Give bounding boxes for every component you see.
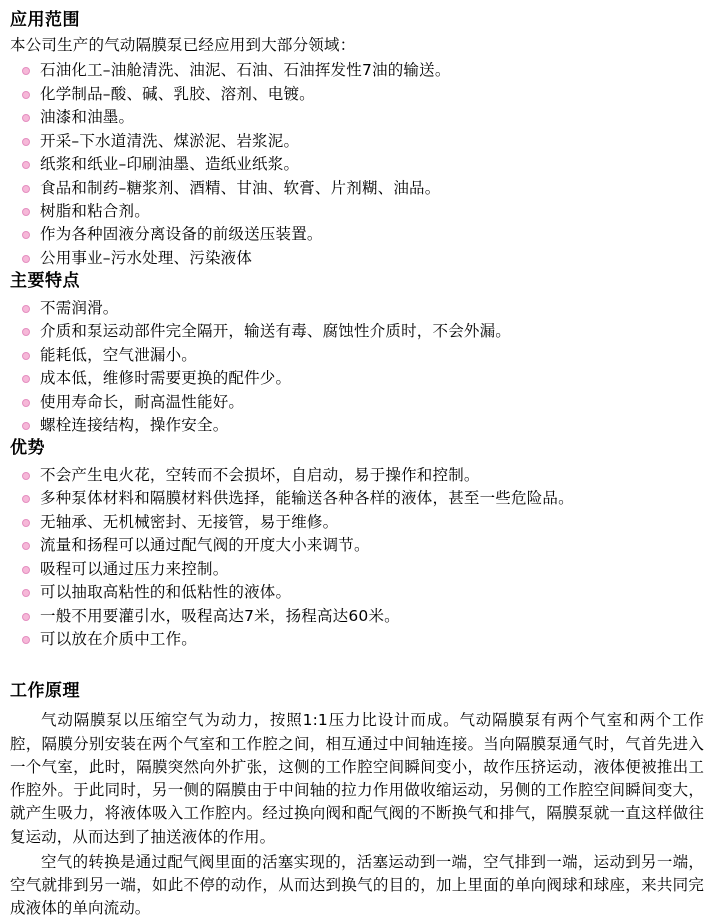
bullet-dot-icon: [22, 231, 30, 239]
bullet-dot-icon: [22, 375, 30, 383]
bullet-dot-icon: [22, 185, 30, 193]
section-title-main-features: 主要特点: [10, 271, 80, 292]
list-item-text: 石油化工–油舱清洗、油泥、石油、石油挥发性7油的输送。: [40, 61, 451, 80]
list-item: [10, 581, 706, 603]
principle-paragraph-1: 气动隔膜泵以压缩空气为动力，按照1:1压力比设计而成。气动隔膜泵有两个气室和两个工作腔，隔膜分别安装在两个气室和工作腔之间，相互通过中间轴连接。当向隔膜泵通气时，气首先进入一个气室，此时，隔膜突然向外扩张，这侧的工作腔空间瞬间变小，故作压挤运动，液体便被推出工作腔外。于此同时，另一侧的隔膜由于中间轴的拉力作用做收缩运动，另侧的工作腔空间瞬间变大，就产生吸力，将液体吸入工作腔内。经过换向阀和配气阀的不断换气和排气，隔膜泵就一直这样做往复运动，从而达到了抽送液体的作用。: [10, 711, 704, 846]
list-item-text: 油漆和油墨。: [40, 108, 135, 127]
list-item: [10, 464, 706, 486]
list-item: [10, 223, 706, 245]
list-item: [10, 391, 706, 413]
bullet-dot-icon: [22, 566, 30, 574]
list-item: [10, 153, 706, 175]
list-item: [10, 558, 706, 580]
list-item-text: 树脂和粘合剂。: [40, 201, 150, 220]
list-item-text: 无轴承、无机械密封、无接管，易于维修。: [40, 512, 339, 531]
list-item-text: 化学制品–酸、碱、乳胶、溶剂、电镀。: [40, 84, 315, 103]
list-item-text: 一般不用要灌引水，吸程高达7米，扬程高达60米。: [40, 606, 400, 625]
list-item-text: 流量和扬程可以通过配气阀的开度大小来调节。: [40, 536, 370, 555]
section-title-application-scope: 应用范围: [10, 10, 80, 30]
bullet-dot-icon: [22, 305, 30, 313]
list-item: [10, 297, 706, 319]
bullet-dot-icon: [22, 352, 30, 360]
list-item: [10, 605, 706, 627]
list-item: [10, 130, 706, 152]
list-item: [10, 83, 706, 105]
bullet-list-application-scope: [10, 59, 706, 269]
bullet-dot-icon: [22, 255, 30, 263]
bullet-dot-icon: [22, 472, 30, 480]
section-title-advantages: 优势: [10, 438, 45, 459]
list-item-text: 作为各种固液分离设备的前级送压装置。: [40, 225, 323, 244]
list-item-text: 可以放在介质中工作。: [40, 629, 198, 648]
section-intro-application-scope: 本公司生产的气动隔膜泵已经应用到大部分领域：: [10, 36, 356, 55]
bullet-dot-icon: [22, 422, 30, 430]
list-item: [10, 367, 706, 389]
list-item-text: 使用寿命长，耐高温性能好。: [40, 392, 245, 411]
bullet-dot-icon: [22, 328, 30, 336]
list-item-text: 介质和泵运动部件完全隔开，输送有毒、腐蚀性介质时，不会外漏。: [40, 322, 512, 341]
bullet-dot-icon: [22, 399, 30, 407]
list-item-text: 食品和制药–糖浆剂、酒精、甘油、软膏、片剂糊、油品。: [40, 178, 441, 197]
list-item-text: 公用事业–污水处理、污染液体: [40, 248, 253, 267]
bullet-dot-icon: [22, 208, 30, 216]
bullet-dot-icon: [22, 91, 30, 99]
bullet-dot-icon: [22, 114, 30, 122]
list-item-text: 能耗低，空气泄漏小。: [40, 345, 198, 364]
list-item-text: 可以抽取高粘性的和低粘性的液体。: [40, 583, 292, 602]
list-item-text: 开采–下水道清洗、煤淤泥、岩浆泥。: [40, 131, 300, 150]
list-item-text: 螺栓连接结构，操作安全。: [40, 415, 229, 434]
list-item: [10, 320, 706, 342]
list-item: [10, 414, 706, 436]
list-item-text: 不会产生电火花，空转而不会损坏，自启动，易于操作和控制。: [40, 465, 480, 484]
bullet-dot-icon: [22, 613, 30, 621]
list-item: [10, 487, 706, 509]
bullet-list-main-features: [10, 297, 706, 437]
list-item: [10, 344, 706, 366]
bullet-list-advantages: [10, 464, 706, 651]
list-item: [10, 177, 706, 199]
section-title-working-principle: 工作原理: [10, 681, 80, 702]
bullet-dot-icon: [22, 636, 30, 644]
bullet-dot-icon: [22, 589, 30, 597]
bullet-dot-icon: [22, 67, 30, 75]
list-item: [10, 247, 706, 269]
list-item: [10, 534, 706, 556]
list-item-text: 纸浆和纸业–印刷油墨、造纸业纸浆。: [40, 155, 300, 174]
principle-paragraph-2: 空气的转换是通过配气阀里面的活塞实现的，活塞运动到一端，空气排到一端，运动到另一端，空气就排到另一端，如此不停的动作，从而达到换气的目的，加上里面的单向阀球和球座，来共同完成液体的单向流动。: [10, 852, 704, 918]
list-item: [10, 200, 706, 222]
bullet-dot-icon: [22, 542, 30, 550]
list-item: [10, 106, 706, 128]
bullet-dot-icon: [22, 519, 30, 527]
list-item-text: 多种泵体材料和隔膜材料供选择，能输送各种各样的液体，甚至一些危险品。: [40, 489, 574, 508]
list-item-text: 成本低，维修时需要更换的配件少。: [40, 369, 292, 388]
bullet-dot-icon: [22, 138, 30, 146]
list-item: [10, 511, 706, 533]
list-item: [10, 59, 706, 81]
bullet-dot-icon: [22, 161, 30, 169]
list-item-text: 不需润滑。: [40, 298, 119, 317]
list-item-text: 吸程可以通过压力来控制。: [40, 559, 229, 578]
list-item: [10, 628, 706, 650]
bullet-dot-icon: [22, 495, 30, 503]
